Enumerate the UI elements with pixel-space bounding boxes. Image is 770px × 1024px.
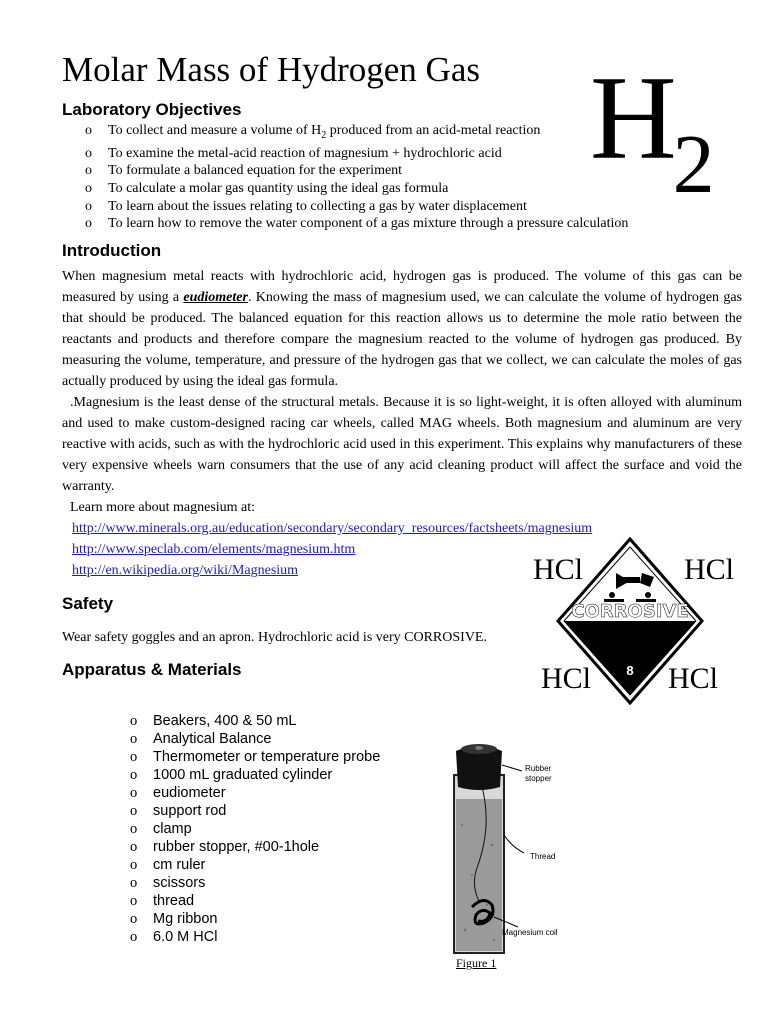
material-item: o 6.0 M HCl [130,928,380,946]
safety-text: Wear safety goggles and an apron. Hydrochloric acid is very CORROSIVE. [62,630,487,645]
hcl-label: HCl [541,662,592,695]
page-title: Molar Mass of Hydrogen Gas [62,50,480,89]
eudiometer-term: eudiometer [183,290,248,305]
material-item: o eudiometer [130,784,380,802]
safety-heading: Safety [62,594,114,613]
introduction-heading: Introduction [62,241,162,260]
material-item: o clamp [130,820,380,838]
link-wikipedia[interactable]: http://en.wikipedia.org/wiki/Magnesium [72,563,299,578]
apparatus-heading: Apparatus & Materials [62,660,242,679]
material-item: o rubber stopper, #00-1hole [130,838,380,856]
objective-item: o To learn about the issues relating to collecting a gas by water displacement [85,198,725,216]
label-rubber: Rubber [525,764,552,773]
material-item: o cm ruler [130,856,380,874]
hcl-label: HCl [684,553,735,586]
intro-paragraph-1: When magnesium metal reacts with hydrochloric acid, hydrogen gas is produced. The volume of this gas can be measured by using a eudiometer. Knowing the mass of magnesium used, we can calculate the volume of hydrogen gas that should be produced. The balanced equation for this reaction allows us to determine the mole ratio between the reactants and products and therefore compare the magnesium reacted to the volume of hydrogen gas produced. By measuring the volume, temperature, and pressure of the hydrogen gas that we collect, we can calculate the moles of gas actually produced by using the ideal gas formula. [62,269,742,389]
material-item: o Thermometer or temperature probe [130,748,380,766]
link-minerals[interactable]: http://www.minerals.org.au/education/secondary/secondary_resources/factsheets/magnesium [72,521,593,536]
hcl-label: HCl [668,662,719,695]
material-item: o support rod [130,802,380,820]
objective-item: o To examine the metal-acid reaction of magnesium + hydrochloric acid [85,145,725,163]
objective-item: o To collect and measure a volume of $H_2$ produced from an acid-metal reaction [85,122,725,145]
label-thread: Thread [530,852,556,861]
learn-more-label: Learn more about magnesium at: [70,500,256,515]
link-speclab[interactable]: http://www.speclab.com/elements/magnesium.htm [72,542,356,557]
introduction-text [62,266,742,518]
class-number: 8 [626,663,634,678]
objective-item: o To learn how to remove the water component of a gas mixture through a pressure calculation [85,215,725,233]
intro-paragraph-2: .Magnesium is the least dense of the structural metals. Because it is so light-weight, it is often alloyed with aluminum and used to make custom-designed racing car wheels, called MAG wheels. Both magnesium and aluminum are very reactive with acids, such as with the hydrochloric acid used in this experiment. This explains why manufacturers of these very expensive wheels warn consumers that the use of any acid cleaning product will affect the surface and void the warranty. [62,395,742,494]
figure-caption: Figure 1 [456,956,497,970]
objective-item: o To formulate a balanced equation for the experiment [85,162,725,180]
corrosive-label: CORROSIVE [571,601,689,622]
material-item: o Analytical Balance [130,730,380,748]
eudiometer-figure [432,735,582,955]
hcl-label: HCl [533,553,584,586]
materials-list [130,712,380,946]
h2-symbol: H [590,51,677,184]
material-item: o Mg ribbon [130,910,380,928]
label-magnesium-coil: Magnesium coil [502,928,558,937]
magnesium-links [72,518,592,581]
material-item: o Beakers, 400 & 50 mL [130,712,380,730]
material-item: o thread [130,892,380,910]
material-item: o 1000 mL graduated cylinder [130,766,380,784]
material-item: o scissors [130,874,380,892]
objectives-list [85,122,725,233]
h2-subscript: 2 [672,118,715,211]
label-stopper: stopper [525,774,552,783]
objectives-heading: Laboratory Objectives [62,100,242,119]
objective-item: o To calculate a molar gas quantity using the ideal gas formula [85,180,725,198]
